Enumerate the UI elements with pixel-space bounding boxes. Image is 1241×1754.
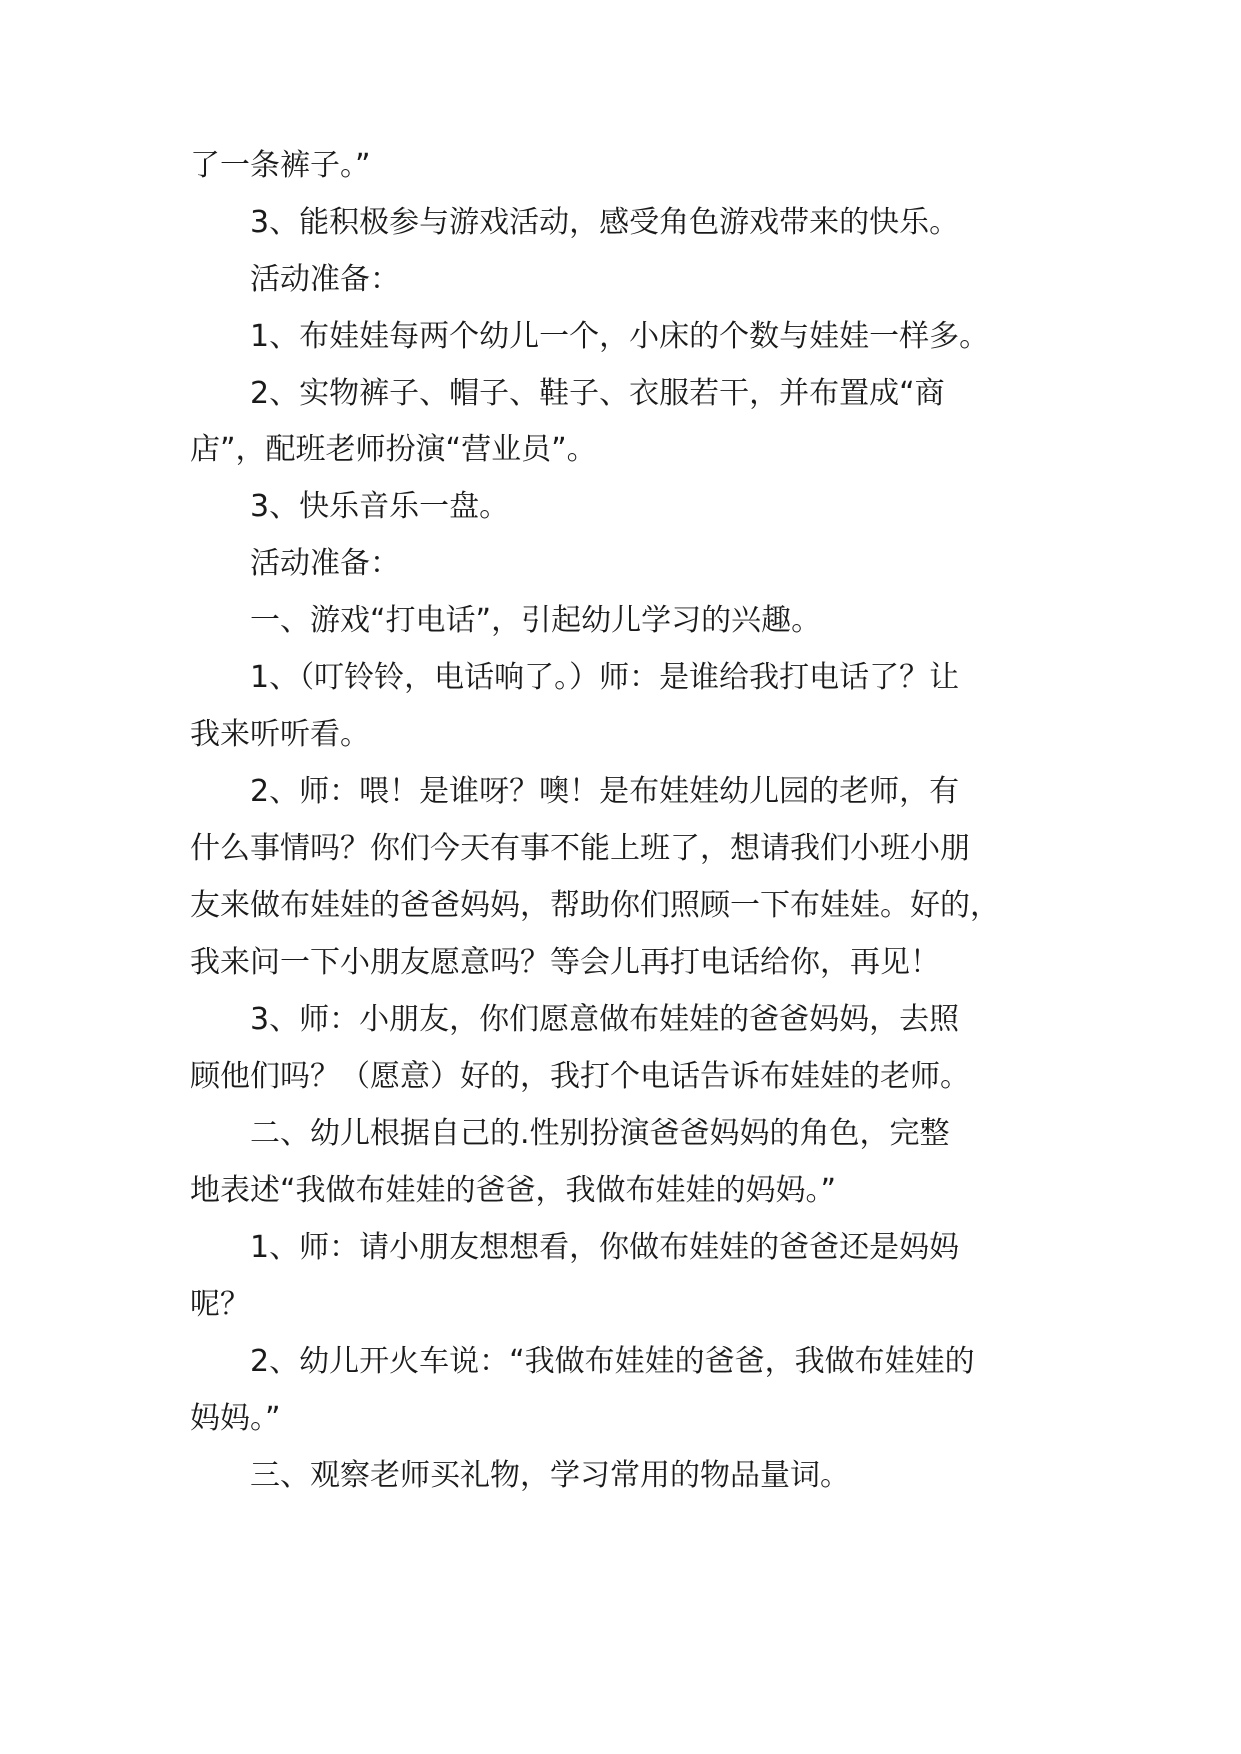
body-text-line: 一、游戏“打电话”，引起幼儿学习的兴趣。 — [250, 603, 822, 638]
body-text-line: 1、布娃娃每两个幼儿一个，小床的个数与娃娃一样多。 — [250, 319, 990, 354]
body-text-line: 2、实物裤子、帽子、鞋子、衣服若干，并布置成“商 — [250, 376, 945, 411]
body-text-line: 我来听听看。 — [190, 717, 370, 752]
body-text-line: 顾他们吗？（愿意）好的，我打个电话告诉布娃娃的老师。 — [190, 1059, 970, 1094]
body-text-line: 3、快乐音乐一盘。 — [250, 489, 510, 524]
body-text-line: 了一条裤子。” — [190, 148, 371, 183]
body-text-line: 三、观察老师买礼物，学习常用的物品量词。 — [250, 1458, 850, 1493]
body-text-line: 呢？ — [190, 1287, 250, 1322]
body-text-line: 2、师：喂！是谁呀？噢！是布娃娃幼儿园的老师，有 — [250, 774, 960, 809]
body-text-line: 店”，配班老师扮演“营业员”。 — [190, 432, 597, 467]
body-text-line: 地表述“我做布娃娃的爸爸，我做布娃娃的妈妈。” — [190, 1173, 837, 1208]
body-text-line: 3、师：小朋友，你们愿意做布娃娃的爸爸妈妈，去照 — [250, 1002, 960, 1037]
body-text-line: 1、（叮铃铃，电话响了。）师：是谁给我打电话了？让 — [250, 660, 960, 695]
body-text-line: 3、能积极参与游戏活动，感受角色游戏带来的快乐。 — [250, 205, 960, 240]
section-heading: 活动准备： — [250, 262, 400, 297]
body-text-line: 二、幼儿根据自己的.性别扮演爸爸妈妈的角色，完整 — [250, 1116, 950, 1151]
body-text-line: 2、幼儿开火车说：“我做布娃娃的爸爸，我做布娃娃的 — [250, 1344, 975, 1379]
body-text-line: 妈妈。” — [190, 1401, 281, 1436]
body-text-line: 什么事情吗？你们今天有事不能上班了，想请我们小班小朋 — [190, 831, 970, 866]
body-text-line: 友来做布娃娃的爸爸妈妈，帮助你们照顾一下布娃娃。好的， — [190, 888, 1000, 923]
section-heading: 活动准备： — [250, 546, 400, 581]
body-text-line: 1、师：请小朋友想想看，你做布娃娃的爸爸还是妈妈 — [250, 1230, 960, 1265]
body-text-line: 我来问一下小朋友愿意吗？等会儿再打电话给你，再见！ — [190, 945, 940, 980]
